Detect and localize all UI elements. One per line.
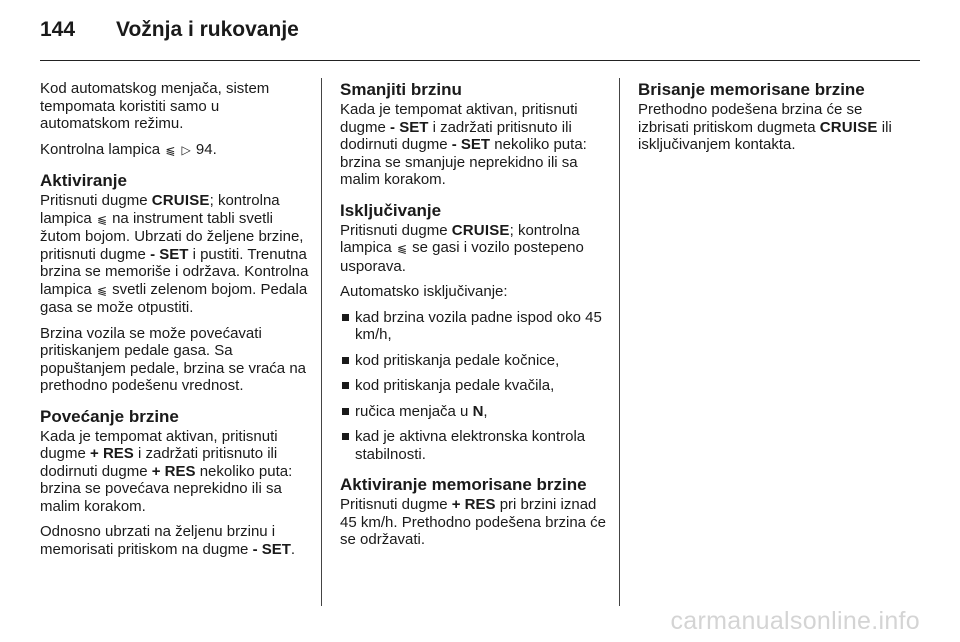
- res-key: + RES: [451, 496, 496, 513]
- lamp-text: Kontrolna lampica: [40, 140, 161, 158]
- cruise-control-lamp-icon: ⫹: [96, 211, 107, 226]
- increase-heading: Povećanje brzine: [40, 406, 179, 426]
- auto-deactivation-label: Automatsko isključivanje:: [340, 283, 508, 300]
- resume-heading: Aktiviranje memorisane brzine: [340, 475, 587, 494]
- column-1: [40, 80, 310, 566]
- list-item: kod pritiskanja pedale kočnice,: [340, 352, 610, 370]
- set-key: - SET: [150, 245, 189, 263]
- resume-paragraph: Pritisnuti dugme + RES pri brzini iznad 45 km/h. Prethodno podešena brzina će se održavati.: [340, 496, 607, 548]
- watermark[interactable]: carmanualsonline.info: [670, 607, 920, 635]
- list-item: kod pritiskanja pedale kvačila,: [340, 377, 610, 395]
- erase-heading: Brisanje memorisane brzine: [638, 80, 865, 99]
- cruise-control-lamp-icon: ⫹: [96, 282, 107, 297]
- decrease-heading: Smanjiti brzinu: [340, 80, 462, 99]
- erase-paragraph: Prethodno podešena brzina će se izbrisati pritiskom dugmeta CRUISE ili isključivanjem kontakta.: [638, 101, 892, 153]
- activation-heading: Aktiviranje: [40, 171, 127, 190]
- activation-paragraph-1: Pritisnuti dugme CRUISE; kontrolna lampica ⫹ na instrument tabli svetli žutom bojom. Ubrzati do željene brzine, pritisnuti dugme - SET i pustiti. Trenutna brzina se memoriše i održava. Kontrolna lampica ⫹ svetli zelenom bojom. Pedala gasa se može otpustiti.: [40, 192, 309, 316]
- cruise-control-lamp-icon: ⫹: [396, 241, 407, 255]
- column-3: [638, 80, 908, 162]
- list-item: kad je aktivna elektronska kontrola stabilnosti.: [340, 428, 610, 463]
- deactivation-paragraph: Pritisnuti dugme CRUISE; kontrolna lampica ⫹ se gasi i vozilo postepeno usporava.: [340, 221, 584, 275]
- page-reference-icon[interactable]: ▷: [181, 142, 191, 157]
- cruise-key: CRUISE: [151, 192, 210, 209]
- column-2: [340, 80, 610, 557]
- activation-paragraph-2: Brzina vozila se može povećavati pritiskanjem pedale gasa. Sa popuštanjem pedale, brzina se vraća na prethodno podešenu vrednost.: [40, 324, 307, 394]
- intro-paragraph: Kod automatskog menjača, sistem tempomata koristiti samo u automatskom režimu.: [40, 80, 270, 132]
- res-key: + RES: [90, 445, 134, 462]
- increase-paragraph-2: Odnosno ubrzati na željenu brzinu i memorisati pritiskom na dugme - SET.: [40, 523, 296, 558]
- lamp-paragraph: [40, 141, 310, 160]
- set-key: - SET: [252, 540, 291, 558]
- column-divider-2: [619, 78, 620, 606]
- res-key: + RES: [151, 462, 196, 480]
- set-key: - SET: [451, 136, 491, 153]
- gear-n-key: N: [472, 402, 484, 420]
- page-title: Vožnja i rukovanje: [116, 18, 299, 41]
- auto-deactivation-list: [340, 309, 610, 464]
- deactivation-heading: Isključivanje: [340, 200, 442, 220]
- list-item: kad brzina vozila padne ispod oko 45 km/h,: [340, 309, 610, 344]
- list-item: ručica menjača u N,: [340, 403, 610, 421]
- column-divider-1: [321, 78, 322, 606]
- header-rule: [40, 60, 920, 61]
- increase-paragraph-1: Kada je tempomat aktivan, pritisnuti dugme + RES i zadržati pritisnuto ili dodirnuti dugme + RES nekoliko puta: brzina se povećava neprekidno ili sa malim korakom.: [40, 427, 293, 515]
- page-reference[interactable]: 94.: [195, 140, 217, 158]
- page-header: [40, 18, 299, 48]
- decrease-paragraph: Kada je tempomat aktivan, pritisnuti dugme - SET i zadržati pritisnuto ili dodirnuti dugme - SET nekoliko puta: brzina se smanjuje neprekidno ili sa malim korakom.: [340, 101, 587, 188]
- page-number: 144: [40, 18, 76, 41]
- cruise-key: CRUISE: [819, 118, 878, 136]
- cruise-control-lamp-icon: ⫹: [165, 142, 176, 157]
- set-key: - SET: [390, 118, 429, 136]
- cruise-key: CRUISE: [451, 221, 510, 239]
